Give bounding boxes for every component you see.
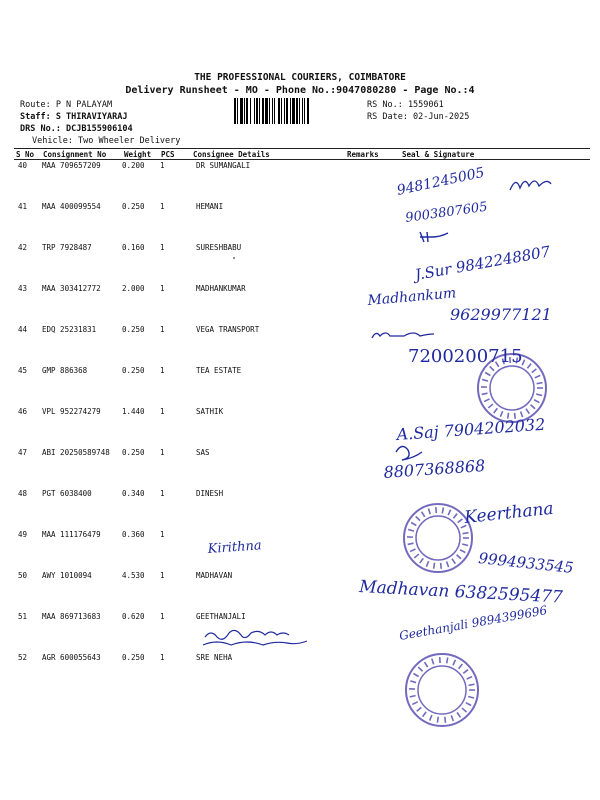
cell-consignment: AGR 600055643: [42, 653, 101, 662]
stamp-lettering-mark: [484, 399, 489, 402]
cell-consignee: TEA ESTATE: [196, 366, 242, 375]
cell-pcs: 1: [160, 325, 165, 334]
signature-row49-name: Kirithna: [207, 538, 263, 557]
stamp-lettering-mark: [441, 563, 442, 569]
runsheet-subtitle: Delivery Runsheet - MO - Phone No.:9047080280 - Page No.:4: [125, 85, 475, 96]
stamp-lettering-mark: [425, 662, 428, 667]
signature-row49-phone: 9994933545: [477, 549, 575, 577]
rs-number: RS No.: 1559061: [367, 100, 444, 110]
cell-weight: 0.250: [122, 202, 145, 211]
signature-row40-scribble: [510, 181, 551, 190]
cell-weight: 0.360: [122, 530, 145, 539]
stamp-lettering-mark: [408, 529, 414, 531]
stamp-lettering-mark: [408, 543, 414, 544]
cell-sno: 42: [18, 243, 28, 252]
signature-row44-phone: 7200200715: [408, 346, 523, 367]
cell-pcs: 1: [160, 489, 165, 498]
signature-row51-consignee-scribble-2: [203, 641, 307, 645]
stamp-lettering-mark: [490, 366, 494, 370]
cell-consignee: DR SUMANGALI: [196, 161, 251, 170]
stamp-outer-ring: [404, 504, 472, 572]
cell-consignee: SRE NEHA: [196, 653, 233, 662]
signature-row41-phone: 9003807605: [404, 199, 489, 226]
cell-consignee: SURESHBABU: [196, 243, 242, 252]
stamp-lettering-mark: [536, 394, 542, 395]
cell-sno: 43: [18, 284, 28, 293]
stamp-lettering-mark: [423, 712, 427, 717]
signature-row44-scribble: [372, 333, 434, 338]
cell-consignment: MAA 709657209: [42, 161, 101, 170]
cell-consignee: MADHAVAN: [196, 571, 233, 580]
stamp-lettering-mark: [468, 697, 474, 698]
cell-pcs: 1: [160, 448, 165, 457]
cell-pcs: 1: [160, 407, 165, 416]
stamp-lettering-mark: [457, 712, 460, 717]
cell-pcs: 1: [160, 202, 165, 211]
stamp-lettering-mark: [522, 360, 524, 365]
stamp-lettering-mark: [414, 554, 419, 558]
cell-sno: 45: [18, 366, 28, 375]
stamp-lettering-mark: [434, 563, 435, 569]
cell-pcs: 1: [160, 243, 165, 252]
cell-consignment: PGT 6038400: [42, 489, 92, 498]
cell-pcs: 1: [160, 161, 165, 170]
cell-weight: 1.440: [122, 407, 145, 416]
document-title: THE PROFESSIONAL COURIERS, COIMBATORE: [194, 72, 406, 83]
cell-pcs: 1: [160, 653, 165, 662]
stamp-lettering-mark: [411, 523, 416, 526]
stamp-lettering-mark: [416, 516, 420, 520]
cell-pcs: 1: [160, 571, 165, 580]
cell-sno: 46: [18, 407, 28, 416]
cell-sno: 41: [18, 202, 28, 211]
stamp-lettering-mark: [453, 660, 455, 665]
cell-sno: 40: [18, 161, 28, 170]
seal-stamp-row48: [404, 504, 472, 572]
cell-consignee: SATHIK: [196, 407, 224, 416]
stamp-lettering-mark: [532, 369, 537, 373]
cell-sno: 48: [18, 489, 28, 498]
stamp-outer-ring: [406, 654, 478, 726]
stamp-lettering-mark: [537, 383, 543, 384]
signature-row48-name: Keerthana: [463, 498, 555, 528]
stamp-lettering-mark: [422, 512, 425, 517]
stamp-lettering-mark: [482, 393, 488, 394]
stamp-lettering-mark: [447, 658, 448, 664]
stamp-lettering-mark: [534, 400, 539, 403]
stamp-lettering-mark: [462, 544, 468, 545]
stamp-lettering-mark: [410, 696, 416, 697]
cell-consignee: DINESH: [196, 489, 224, 498]
cell-consignment: TRP 7928487: [42, 243, 92, 252]
cell-pcs: 1: [160, 530, 165, 539]
stamp-lettering-mark: [426, 561, 428, 567]
cell-weight: 0.620: [122, 612, 145, 621]
cell-consignment: ABI 20250589748: [42, 448, 110, 457]
cell-weight: 0.250: [122, 366, 145, 375]
signature-row41-scribble: [420, 232, 448, 242]
stamp-lettering-mark: [412, 702, 417, 705]
cell-consignee: GEETHANJALI: [196, 612, 246, 621]
cell-consignment: MAA 111176479: [42, 530, 101, 539]
stamp-lettering-mark: [457, 555, 461, 559]
cell-consignment: VPL 952274279: [42, 407, 101, 416]
stamp-lettering-mark: [469, 684, 475, 685]
col-sno: S No: [16, 150, 35, 159]
stamp-lettering-mark: [500, 411, 502, 417]
stamp-lettering-mark: [442, 507, 443, 513]
cell-consignee: SAS: [196, 448, 210, 457]
drs-number: DRS No.: DCJB155906104: [20, 124, 133, 134]
stamp-lettering-mark: [462, 708, 466, 712]
stamp-lettering-mark: [428, 509, 430, 515]
stamp-lettering-mark: [463, 670, 468, 674]
col-consignment: Consignment No: [43, 150, 107, 159]
cell-pcs: 1: [160, 612, 165, 621]
cell-consignee: VEGA TRANSPORT: [196, 325, 260, 334]
stamp-lettering-mark: [451, 715, 453, 721]
stamp-lettering-mark: [410, 681, 416, 683]
signature-row42-phone: J.Sur 9842248807: [413, 242, 552, 284]
cell-consignment: MAA 303412772: [42, 284, 101, 293]
rs-date: RS Date: 02-Jun-2025: [367, 112, 470, 122]
stamp-lettering-mark: [527, 364, 531, 369]
stamp-lettering-mark: [466, 703, 471, 706]
stamp-lettering-mark: [460, 550, 465, 553]
staff-label: Staff: S THIRAVIYARAJ: [20, 112, 128, 122]
signature-row51-name-phone: Geethanjali 9894399696: [398, 603, 549, 643]
stamp-lettering-mark: [447, 561, 449, 567]
stamp-inner-ring: [416, 516, 460, 560]
stamp-inner-ring: [490, 366, 534, 410]
stamp-lettering-mark: [430, 715, 432, 721]
stamp-lettering-mark: [485, 373, 490, 376]
stamp-lettering-mark: [482, 379, 488, 381]
stamp-lettering-mark: [453, 514, 457, 519]
route-label: Route: P N PALAYAM: [20, 100, 113, 110]
cell-consignment: EDQ 25231831: [42, 325, 97, 334]
stamp-lettering-mark: [531, 405, 535, 409]
stamp-lettering-mark: [467, 677, 472, 679]
stamp-lettering-mark: [418, 667, 422, 671]
col-pcs: PCS: [161, 150, 175, 159]
cell-consignee: HEMANI: [196, 202, 224, 211]
cell-sno: 44: [18, 325, 28, 334]
cell-consignment: MAA 869713683: [42, 612, 101, 621]
cell-consignment: MAA 400099554: [42, 202, 101, 211]
cell-sno: 50: [18, 571, 28, 580]
stamp-lettering-mark: [526, 409, 529, 414]
stamp-lettering-mark: [445, 717, 446, 723]
stamp-lettering-mark: [437, 717, 438, 723]
cell-consignment: GMP 886368: [42, 366, 88, 375]
cell-pcs: 1: [160, 284, 165, 293]
seal-stamp-row52: [406, 654, 478, 726]
stamp-lettering-mark: [448, 510, 450, 515]
signature-row40-phone: 9481245005: [395, 164, 486, 199]
stamp-lettering-mark: [458, 519, 463, 523]
cell-weight: 0.160: [122, 243, 145, 252]
signature-row47-phone: 8807368868: [382, 455, 486, 482]
cell-sno: 51: [18, 612, 28, 621]
cell-sno: 52: [18, 653, 28, 662]
signature-row51-consignee-scribble: [205, 630, 289, 639]
cell-sno: 47: [18, 448, 28, 457]
stamp-lettering-mark: [494, 408, 498, 413]
cell-sno: 49: [18, 530, 28, 539]
col-consignee: Consignee Details: [193, 150, 270, 159]
stamp-lettering-mark: [488, 404, 493, 408]
cell-consignee: MADHANKUMAR: [196, 284, 246, 293]
vehicle-label: Vehicle: Two Wheeler Delivery: [32, 136, 181, 146]
stamp-lettering-mark: [432, 659, 434, 665]
cell-weight: 2.000: [122, 284, 145, 293]
cell-weight: 0.250: [122, 653, 145, 662]
stamp-lettering-mark: [535, 375, 540, 377]
cell-weight: 0.200: [122, 161, 145, 170]
signature-row50-name-phone: Madhavan 6382595477: [358, 577, 564, 608]
stamp-lettering-mark: [410, 549, 415, 552]
col-remarks: Remarks: [347, 150, 379, 159]
stamp-inner-ring: [418, 666, 466, 714]
signature-row43-phone: 9629977121: [450, 305, 552, 324]
cell-weight: 0.250: [122, 448, 145, 457]
cell-weight: 0.250: [122, 325, 145, 334]
cell-weight: 0.340: [122, 489, 145, 498]
stamp-lettering-mark: [420, 558, 424, 563]
stamp-lettering-mark: [463, 533, 469, 534]
cell-weight: 4.530: [122, 571, 145, 580]
col-seal-signature: Seal & Signature: [402, 150, 475, 159]
signature-row43-name: Madhankum: [366, 285, 457, 309]
stamp-lettering-mark: [417, 707, 422, 711]
col-weight: Weight: [124, 150, 152, 159]
stamp-lettering-mark: [413, 674, 418, 677]
stamp-lettering-mark: [459, 664, 463, 669]
cell-consignment: AWY 1010094: [42, 571, 92, 580]
stamp-lettering-mark: [452, 559, 455, 564]
signature-row47-scribble: [396, 446, 422, 460]
signature-row46-phone: A.Saj 7904202032: [395, 414, 546, 444]
cell-pcs: 1: [160, 366, 165, 375]
